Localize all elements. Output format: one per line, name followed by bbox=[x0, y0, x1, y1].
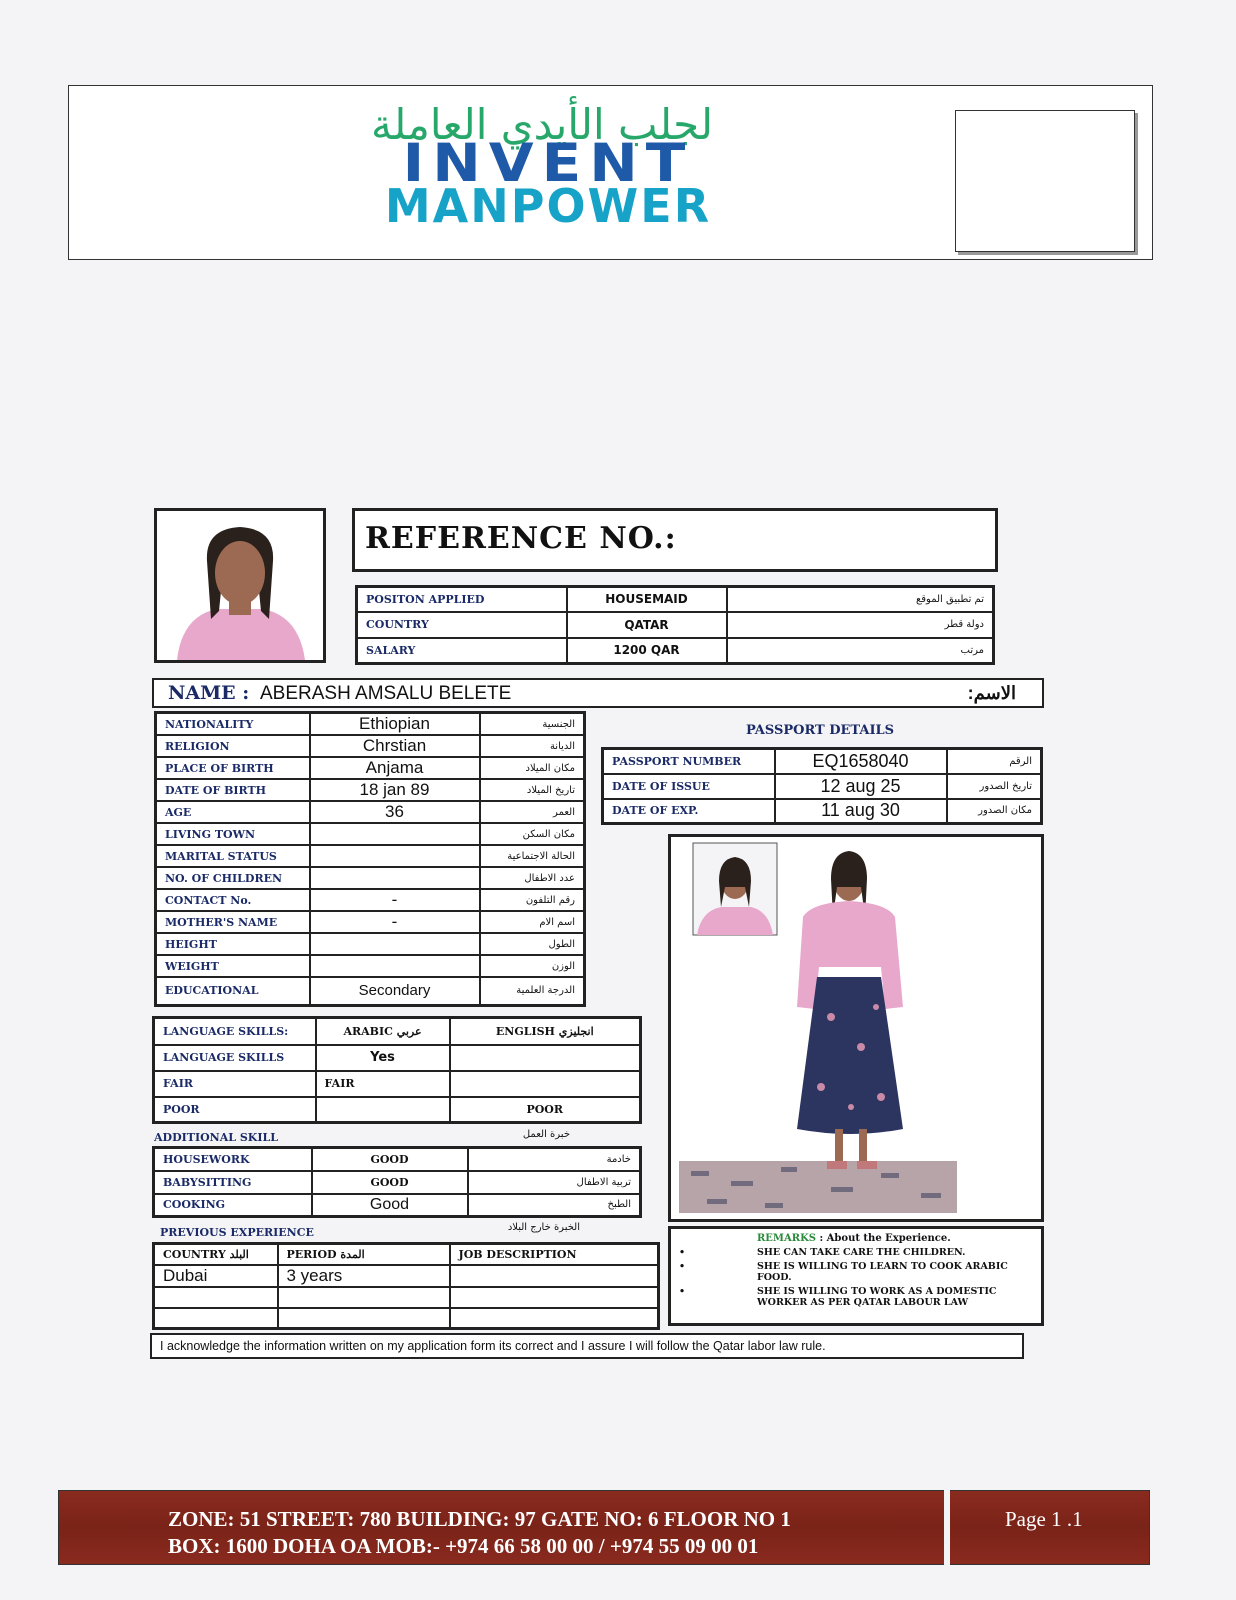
height-arabic: الطول bbox=[480, 933, 585, 955]
country-value: QATAR bbox=[567, 612, 727, 638]
full-body-photo bbox=[668, 834, 1044, 1222]
position-label: POSITON APPLIED bbox=[357, 587, 567, 612]
table-row bbox=[154, 1097, 641, 1123]
passport-number-arabic: الرقم bbox=[947, 749, 1042, 774]
contact-arabic: رقم التلفون bbox=[480, 889, 585, 911]
country-column-header: COUNTRY البلد bbox=[154, 1244, 278, 1265]
age-arabic: العمر bbox=[480, 801, 585, 823]
table-row bbox=[156, 757, 585, 779]
reference-box bbox=[352, 508, 998, 572]
contact-label: CONTACT No. bbox=[156, 889, 310, 911]
babysitting-label: BABYSITTING bbox=[154, 1171, 312, 1194]
bullet-icon: • bbox=[679, 1286, 686, 1297]
religion-arabic: الديانة bbox=[480, 735, 585, 757]
experience-job bbox=[450, 1265, 659, 1287]
personal-table bbox=[154, 711, 586, 1007]
table-row bbox=[154, 1244, 659, 1265]
language-skills-arabic: Yes bbox=[316, 1045, 450, 1071]
remark-text: SHE IS WILLING TO WORK AS A DOMESTIC WORKER AS PER QATAR LABOUR LAW bbox=[757, 1286, 997, 1308]
living-town-value bbox=[310, 823, 480, 845]
fair-label: FAIR bbox=[154, 1071, 316, 1097]
table-row bbox=[154, 1071, 641, 1097]
experience-table bbox=[152, 1242, 660, 1330]
table-row bbox=[156, 801, 585, 823]
weight-value bbox=[310, 955, 480, 977]
table-row bbox=[154, 1287, 659, 1308]
children-label: NO. OF CHILDREN bbox=[156, 867, 310, 889]
table-row bbox=[603, 749, 1042, 774]
language-skills-label: LANGUAGE SKILLS bbox=[154, 1045, 316, 1071]
table-row bbox=[603, 774, 1042, 799]
acknowledgement-box bbox=[150, 1333, 1024, 1359]
previous-experience-arabic: الخبرة خارج البلاد bbox=[507, 1222, 580, 1233]
cooking-arabic: الطبخ bbox=[468, 1194, 641, 1217]
remark-text: SHE CAN TAKE CARE THE CHILDREN. bbox=[757, 1247, 966, 1258]
table-row bbox=[154, 1148, 641, 1171]
date-of-exp-label: DATE OF EXP. bbox=[603, 799, 775, 824]
table-row bbox=[603, 799, 1042, 824]
date-of-birth-label: DATE OF BIRTH bbox=[156, 779, 310, 801]
table-row bbox=[156, 977, 585, 1005]
living-town-label: LIVING TOWN bbox=[156, 823, 310, 845]
poor-english: POOR bbox=[450, 1097, 641, 1123]
education-label: EDUCATIONAL bbox=[156, 977, 310, 1005]
table-row bbox=[156, 933, 585, 955]
height-label: HEIGHT bbox=[156, 933, 310, 955]
fair-english bbox=[450, 1071, 641, 1097]
remarks-box bbox=[668, 1226, 1044, 1326]
name-label: NAME : bbox=[168, 682, 250, 704]
list-item bbox=[679, 1261, 1035, 1283]
name-bar bbox=[152, 678, 1044, 708]
language-table bbox=[152, 1016, 642, 1124]
religion-label: RELIGION bbox=[156, 735, 310, 757]
passport-number-value: EQ1658040 bbox=[775, 749, 947, 774]
table-row bbox=[357, 638, 994, 664]
table-row bbox=[357, 612, 994, 638]
children-arabic: عدد الاطفال bbox=[480, 867, 585, 889]
footer-address-line2: BOX: 1600 DOHA OA MOB:- +974 66 58 00 00 / +974 55 09 00 01 bbox=[168, 1534, 759, 1558]
acknowledgement-text: I acknowledge the information written on my application form its correct and I assure I will follow the Qatar labor law rule. bbox=[160, 1339, 826, 1353]
logo-invent: INVENT bbox=[402, 132, 694, 194]
experience-country: Dubai bbox=[154, 1265, 278, 1287]
language-header-label: LANGUAGE SKILLS: bbox=[154, 1018, 316, 1045]
marital-status-value bbox=[310, 845, 480, 867]
name-arabic: الاسم: bbox=[967, 683, 1016, 703]
logo-manpower: MANPOWER bbox=[384, 179, 712, 233]
experience-cell bbox=[450, 1287, 659, 1308]
nationality-arabic: الجنسية bbox=[480, 713, 585, 736]
experience-cell bbox=[154, 1287, 278, 1308]
nationality-value: Ethiopian bbox=[310, 713, 480, 736]
date-of-issue-arabic: تاريخ الصدور bbox=[947, 774, 1042, 799]
date-of-exp-value: 11 aug 30 bbox=[775, 799, 947, 824]
date-of-birth-arabic: تاريخ الميلاد bbox=[480, 779, 585, 801]
name-value: ABERASH AMSALU BELETE bbox=[260, 683, 512, 704]
education-value: Secondary bbox=[310, 977, 480, 1005]
date-of-exp-arabic: مكان الصدور bbox=[947, 799, 1042, 824]
babysitting-value: GOOD bbox=[312, 1171, 468, 1194]
table-row bbox=[156, 889, 585, 911]
experience-cell bbox=[450, 1308, 659, 1329]
table-row bbox=[156, 845, 585, 867]
table-row bbox=[156, 735, 585, 757]
headshot-photo bbox=[154, 508, 326, 663]
passport-table bbox=[601, 747, 1043, 825]
experience-period: 3 years bbox=[278, 1265, 450, 1287]
mother-name-value: - bbox=[310, 911, 480, 933]
experience-cell bbox=[154, 1308, 278, 1329]
position-value: HOUSEMAID bbox=[567, 587, 727, 612]
position-arabic: تم تطبيق الموقع bbox=[727, 587, 994, 612]
age-value: 36 bbox=[310, 801, 480, 823]
table-row bbox=[357, 587, 994, 612]
date-of-birth-value: 18 jan 89 bbox=[310, 779, 480, 801]
weight-arabic: الوزن bbox=[480, 955, 585, 977]
housework-label: HOUSEWORK bbox=[154, 1148, 312, 1171]
weight-label: WEIGHT bbox=[156, 955, 310, 977]
page-number: Page 1 .1 bbox=[1005, 1507, 1083, 1531]
additional-skill-title: ADDITIONAL SKILL bbox=[154, 1131, 278, 1144]
date-of-issue-label: DATE OF ISSUE bbox=[603, 774, 775, 799]
job-description-column-header: JOB DESCRIPTION bbox=[450, 1244, 659, 1265]
place-of-birth-arabic: مكان الميلاد bbox=[480, 757, 585, 779]
additional-skill-arabic: خبرة العمل bbox=[522, 1129, 570, 1140]
table-row bbox=[154, 1308, 659, 1329]
passport-title: PASSPORT DETAILS bbox=[745, 723, 895, 738]
housework-value: GOOD bbox=[312, 1148, 468, 1171]
living-town-arabic: مكان السكن bbox=[480, 823, 585, 845]
remarks-heading bbox=[757, 1233, 951, 1244]
marital-status-arabic: الحالة الاجتماعية bbox=[480, 845, 585, 867]
previous-experience-title: PREVIOUS EXPERIENCE bbox=[160, 1226, 314, 1239]
position-table bbox=[355, 585, 995, 665]
mother-name-arabic: اسم الام bbox=[480, 911, 585, 933]
cooking-value: Good bbox=[312, 1194, 468, 1217]
table-row bbox=[156, 867, 585, 889]
religion-value: Chrstian bbox=[310, 735, 480, 757]
bullet-icon: • bbox=[679, 1247, 686, 1258]
experience-cell bbox=[278, 1308, 450, 1329]
table-row bbox=[154, 1018, 641, 1045]
children-value bbox=[310, 867, 480, 889]
salary-arabic: مرتب bbox=[727, 638, 994, 664]
footer-divider bbox=[944, 1490, 950, 1565]
language-skills-english bbox=[450, 1045, 641, 1071]
footer-address-line1: ZONE: 51 STREET: 780 BUILDING: 97 GATE NO: 6 FLOOR NO 1 bbox=[168, 1507, 791, 1531]
table-row bbox=[154, 1045, 641, 1071]
age-label: AGE bbox=[156, 801, 310, 823]
contact-value: - bbox=[310, 889, 480, 911]
country-label: COUNTRY bbox=[357, 612, 567, 638]
date-of-issue-value: 12 aug 25 bbox=[775, 774, 947, 799]
reference-label: REFERENCE NO.: bbox=[365, 521, 677, 556]
remark-text: SHE IS WILLING TO LEARN TO COOK ARABIC FOOD. bbox=[757, 1261, 1008, 1283]
country-arabic: دولة قطر bbox=[727, 612, 994, 638]
poor-label: POOR bbox=[154, 1097, 316, 1123]
remarks-title: REMARKS bbox=[757, 1233, 816, 1244]
salary-label: SALARY bbox=[357, 638, 567, 664]
experience-cell bbox=[278, 1287, 450, 1308]
babysitting-arabic: تربية الاطفال bbox=[468, 1171, 641, 1194]
stamp-box bbox=[955, 110, 1135, 252]
mother-name-label: MOTHER'S NAME bbox=[156, 911, 310, 933]
table-row bbox=[156, 713, 585, 736]
list-item bbox=[679, 1286, 1035, 1308]
marital-status-label: MARITAL STATUS bbox=[156, 845, 310, 867]
height-value bbox=[310, 933, 480, 955]
nationality-label: NATIONALITY bbox=[156, 713, 310, 736]
bullet-icon: • bbox=[679, 1261, 686, 1272]
logo-arabic-text: لجلب الأيدي العاملة bbox=[370, 100, 714, 149]
cooking-label: COOKING bbox=[154, 1194, 312, 1217]
table-row bbox=[154, 1171, 641, 1194]
poor-arabic bbox=[316, 1097, 450, 1123]
period-column-header: PERIOD المدة bbox=[278, 1244, 450, 1265]
arabic-column-header: ARABIC عربي bbox=[316, 1018, 450, 1045]
additional-skill-table bbox=[152, 1146, 642, 1218]
table-row bbox=[154, 1194, 641, 1217]
fair-arabic: FAIR bbox=[316, 1071, 450, 1097]
passport-number-label: PASSPORT NUMBER bbox=[603, 749, 775, 774]
place-of-birth-label: PLACE OF BIRTH bbox=[156, 757, 310, 779]
remarks-list bbox=[679, 1247, 1035, 1308]
table-row bbox=[156, 911, 585, 933]
list-item bbox=[679, 1247, 1035, 1258]
remarks-subtitle: : About the Experience. bbox=[819, 1233, 951, 1244]
education-arabic: الدرجة العلمية bbox=[480, 977, 585, 1005]
table-row bbox=[156, 823, 585, 845]
english-column-header: ENGLISH انجليزي bbox=[450, 1018, 641, 1045]
table-row bbox=[156, 779, 585, 801]
place-of-birth-value: Anjama bbox=[310, 757, 480, 779]
salary-value: 1200 QAR bbox=[567, 638, 727, 664]
housework-arabic: خادمة bbox=[468, 1148, 641, 1171]
table-row bbox=[154, 1265, 659, 1287]
table-row bbox=[156, 955, 585, 977]
